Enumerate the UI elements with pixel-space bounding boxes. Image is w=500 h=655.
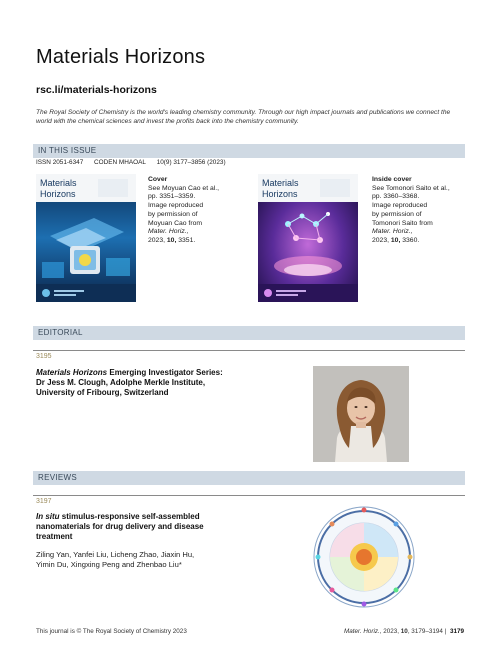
- cover-caption-line: Image reproduced: [148, 202, 204, 210]
- cover-caption-page: 3351.: [178, 236, 196, 244]
- editorial-title-text: Dr Jess M. Clough, Adolphe Merkle Institute,: [36, 378, 206, 387]
- editorial-title-text: University of Fribourg, Switzerland: [36, 388, 169, 397]
- review-title-text: treatment: [36, 532, 73, 541]
- inside-cover-caption: [372, 176, 450, 246]
- author-portrait: [313, 366, 409, 462]
- svg-text:Horizons: Horizons: [262, 189, 298, 199]
- review-title[interactable]: [36, 512, 286, 542]
- editorial-title-journal: Materials Horizons: [36, 368, 108, 377]
- review-authors: [36, 550, 286, 570]
- publisher-tagline: The Royal Society of Chemistry is the world's leading chemistry community. Through our high impact journals and publications we connect the world with the chemical sciences and invest the profits back into the chemistry community.: [36, 109, 451, 125]
- journal-title: Materials Horizons: [36, 46, 206, 68]
- review-authors-line: Ziling Yan, Yanfei Liu, Licheng Zhao, Jiaxin Hu,: [36, 550, 195, 559]
- review-title-text: nanomaterials for drug delivery and disease: [36, 522, 204, 531]
- editorial-title-text: Emerging Investigator Series:: [107, 368, 223, 377]
- cover-caption-line: by permission of: [372, 210, 422, 218]
- cover-caption-volume: 10,: [166, 236, 177, 244]
- cover-caption-volume: 10,: [390, 236, 401, 244]
- footer-year: 2023,: [381, 628, 401, 635]
- front-cover-image[interactable]: [36, 174, 136, 302]
- inside-cover-image[interactable]: [258, 174, 358, 302]
- cover-caption-title: Inside cover: [372, 176, 412, 183]
- volume-pages: 10(9) 3177–3856 (2023): [156, 159, 226, 166]
- page-number: 3179: [449, 628, 464, 635]
- cover-caption-line: pp. 3351–3359.: [148, 193, 196, 201]
- cover-caption-line: See Tomonori Saito et al.,: [372, 184, 450, 192]
- cover-caption-line: Image reproduced: [372, 202, 428, 210]
- graphical-abstract[interactable]: [313, 506, 415, 608]
- divider: [33, 495, 465, 496]
- editorial-title[interactable]: [36, 368, 286, 398]
- issn-row: [36, 159, 235, 166]
- cover-caption-page: 3360.: [402, 236, 420, 244]
- cover-caption-line: Moyuan Cao from: [148, 219, 203, 227]
- cover-caption-title: Cover: [148, 176, 168, 183]
- review-title-text: stimulus-responsive self-assembled: [59, 512, 200, 521]
- svg-text:Horizons: Horizons: [40, 189, 76, 199]
- footer-volume: 10: [400, 628, 408, 635]
- footer-citation: [344, 628, 464, 635]
- portrait-photo: [313, 366, 409, 462]
- cover-caption-line: See Moyuan Cao et al.,: [148, 184, 220, 192]
- issn: ISSN 2051-6347: [36, 159, 84, 166]
- svg-text:Materials: Materials: [262, 178, 299, 188]
- footer-pages: , 3179–3194: [407, 628, 443, 635]
- coden: CODEN MHAOAL: [94, 159, 146, 166]
- cover-caption-line: Tomonori Saito from: [372, 219, 433, 227]
- footer-journal: Mater. Horiz.,: [343, 628, 382, 635]
- graphical-abstract-art: [313, 506, 415, 608]
- front-cover-art: [36, 174, 136, 302]
- cover-caption-year: 2023,: [148, 236, 166, 244]
- journal-url[interactable]: rsc.li/materials-horizons: [36, 84, 157, 96]
- section-header-in-this-issue: IN THIS ISSUE: [33, 144, 465, 158]
- svg-text:Materials: Materials: [40, 178, 77, 188]
- review-authors-line: Yimin Du, Xingxing Peng and Zhenbao Liu*: [36, 560, 182, 569]
- section-header-editorial: EDITORIAL: [33, 326, 465, 340]
- divider: [33, 350, 465, 351]
- review-title-italic: In situ: [36, 512, 60, 521]
- cover-caption-line: pp. 3360–3368.: [372, 193, 420, 201]
- cover-caption-line: by permission of: [148, 210, 198, 218]
- front-cover-caption: [148, 176, 219, 246]
- editorial-page-number: 3195: [36, 353, 52, 360]
- footer-copyright: This journal is © The Royal Society of Chemistry 2023: [36, 628, 187, 635]
- section-header-reviews: REVIEWS: [33, 471, 465, 485]
- cover-caption-journal: Mater. Horiz.,: [148, 228, 189, 236]
- footer-separator: |: [442, 628, 448, 635]
- inside-cover-art: [258, 174, 358, 302]
- review-page-number: 3197: [36, 498, 52, 505]
- cover-caption-year: 2023,: [372, 236, 390, 244]
- cover-caption-journal: Mater. Horiz.,: [372, 228, 413, 236]
